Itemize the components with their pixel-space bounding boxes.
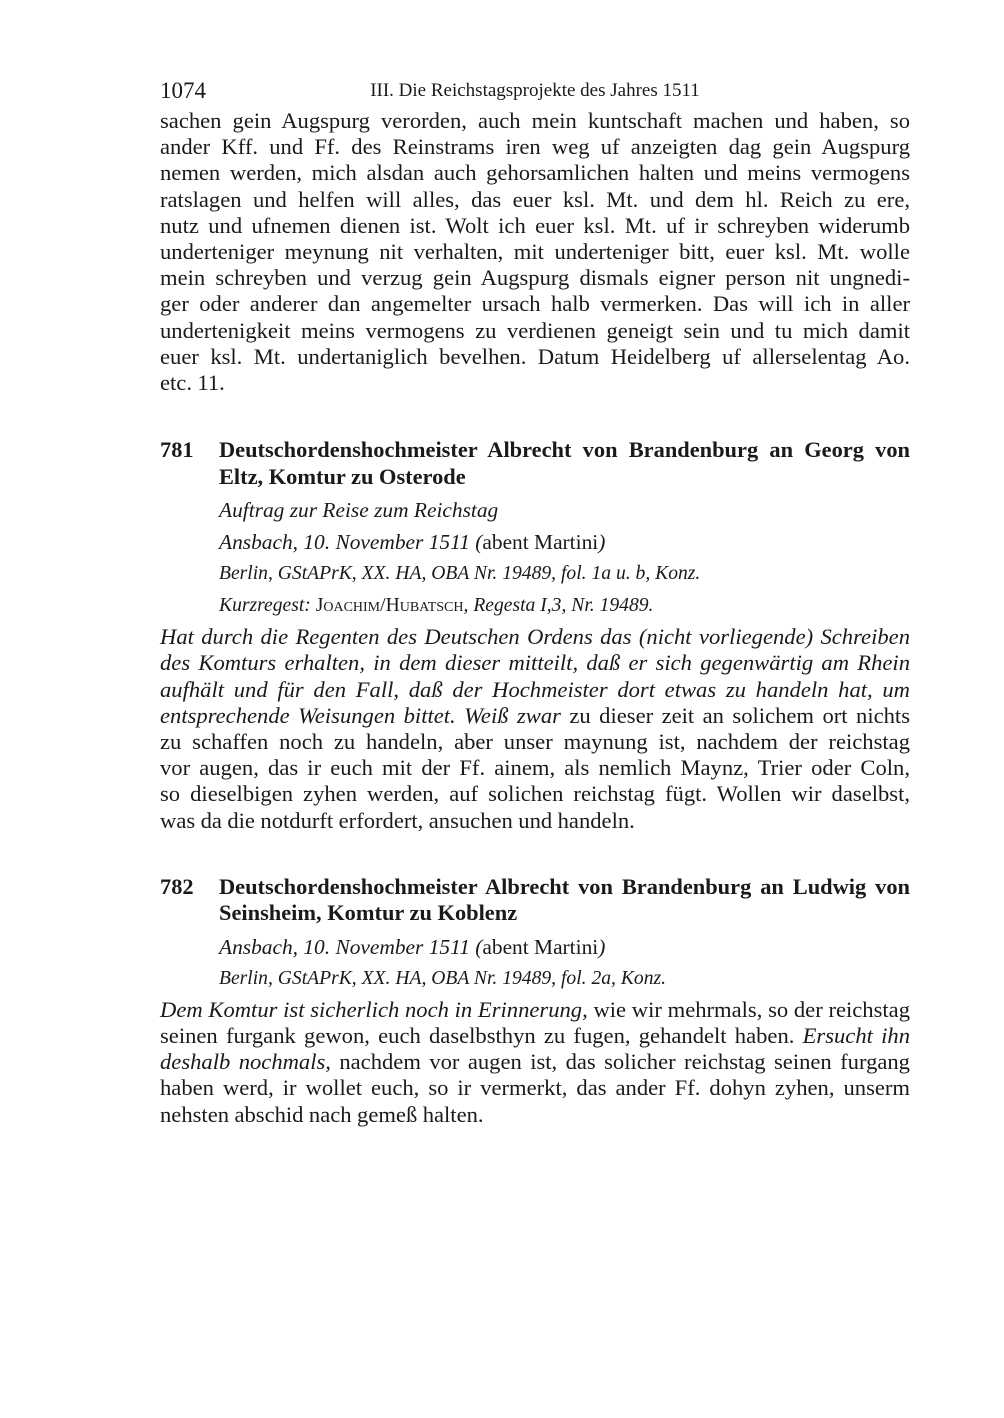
date-feast: abent Martini	[482, 934, 599, 959]
text-line: nehsten abschid nach gemeß halten.	[160, 1101, 484, 1127]
entry-number: 782	[160, 873, 194, 899]
text-line: ratslagen und helfen will alles, das euer ksl. Mt. und dem hl. Reich zu ere,	[160, 186, 910, 212]
text-line	[160, 997, 910, 1023]
entry-source: Berlin, GStAPrK, XX. HA, OBA Nr. 19489, fol. 1a u. b, Konz.	[219, 563, 701, 585]
date-close: )	[598, 934, 606, 959]
text-line: nutz und ufnemen dienen ist. Wolt ich euer ksl. Mt. uf ir schreyben widerumb	[160, 212, 910, 238]
text-line: mein schreyben und verzug gein Augspurg dismals eigner person nit ungnedi-	[160, 265, 910, 291]
running-title: III. Die Reichstagsprojekte des Jahres 1511	[370, 80, 700, 101]
text-line: zu schaffen noch zu handeln, aber unser maynung ist, nachdem der reichstag	[160, 729, 910, 755]
page-number: 1074	[160, 78, 206, 103]
entry-title-line: Seinsheim, Komtur zu Koblenz	[219, 900, 518, 926]
date-place: Ansbach, 10. November 1511 (	[219, 934, 483, 959]
date-close: )	[598, 530, 606, 555]
text-line: sachen gein Augspurg verorden, auch mein kuntschaft machen und haben, so	[160, 108, 910, 133]
running-head	[160, 76, 910, 106]
text-line: haben werd, ir wollet euch, so ir vermerkt, das ander Ff. dohyn zyhen, unserm	[160, 1075, 910, 1101]
text-roman: wie wir mehrmals, so der reichstag	[587, 996, 910, 1022]
text-line: underteniger meynung nit verhalten, mit underteniger bitt, euer ksl. Mt. wolle	[160, 239, 910, 265]
date-feast: abent Martini	[482, 530, 599, 555]
regest-reference: , Regesta I,3, Nr. 19489.	[463, 595, 654, 617]
document-entry-781	[160, 437, 910, 834]
text-italic: Ersucht ihn	[802, 1023, 911, 1049]
entry-date	[160, 526, 910, 558]
text-italic: Dem Komtur ist sicherlich noch in Erinnerung,	[160, 996, 588, 1022]
text-line: etc. 11.	[160, 370, 225, 396]
text-italic: deshalb nochmals,	[160, 1049, 331, 1075]
entry-date	[160, 931, 910, 963]
regest-authors: Joachim/Hubatsch	[315, 595, 464, 617]
page	[160, 76, 910, 1128]
entry-heading	[160, 874, 910, 927]
entry-title-line: Deutschordenshochmeister Albrecht von Brandenburg an Ludwig von	[219, 873, 910, 899]
text-line: des Komturs erhalten, in dem dieser mitteilt, daß er sich gegenwärtig am Rhein	[160, 650, 910, 676]
text-line	[160, 1049, 910, 1075]
text-line: vor augen, das ir euch mit der Ff. ainem, als nemlich Maynz, Trier oder Coln,	[160, 755, 910, 781]
entry-body	[160, 624, 910, 834]
text-italic: entsprechende Weisungen bittet. Weiß zwar	[160, 702, 561, 728]
entry-regest	[160, 590, 910, 622]
entry-heading	[160, 437, 910, 490]
text-roman: nachdem vor augen ist, das solicher reichstag seinen furgang	[330, 1049, 910, 1075]
text-line: Hat durch die Regenten des Deutschen Ordens das (nicht vorliegende) Schreiben	[160, 624, 910, 650]
text-line: was da die notdurft erfordert, ansuchen und handeln.	[160, 807, 635, 833]
text-line: aufhält und für den Fall, daß der Hochmeister dort etwas zu handeln hat, um	[160, 676, 910, 702]
entry-title-line: Deutschordenshochmeister Albrecht von Brandenburg an Georg von	[219, 437, 910, 463]
entry-number: 781	[160, 437, 194, 463]
entry-title-line: Eltz, Komtur zu Osterode	[219, 463, 466, 489]
document-entry-782	[160, 874, 910, 1128]
text-roman: zu dieser zeit an solichem ort nichts	[560, 702, 910, 728]
text-line	[160, 1023, 910, 1049]
entry-source: Berlin, GStAPrK, XX. HA, OBA Nr. 19489, fol. 2a, Konz.	[219, 967, 667, 989]
text-line: ger oder anderer dan angemelter ursach halb vermerken. Das will ich in aller	[160, 291, 910, 317]
text-line: nemen werden, mich alsdan auch gehorsamlichen halten und meins vermogens	[160, 160, 910, 186]
text-roman: seinen furgank gewon, euch daselbsthyn zu fugen, gehandelt haben.	[160, 1023, 803, 1049]
text-line: euer ksl. Mt. undertaniglich bevelhen. Datum Heidelberg uf allerselentag Ao.	[160, 343, 910, 369]
text-line: ander Kff. und Ff. des Reinstrams iren weg uf anzeigten dag gein Augspurg	[160, 134, 910, 160]
continuation-paragraph	[160, 108, 910, 396]
regest-label: Kurzregest:	[219, 595, 311, 617]
entry-subject: Auftrag zur Reise zum Reichstag	[219, 498, 499, 523]
date-place: Ansbach, 10. November 1511 (	[219, 530, 483, 555]
text-line	[160, 703, 910, 729]
text-line: so dieselbigen zyhen werden, auf solichen reichstag fügt. Wollen wir daselbst,	[160, 781, 910, 807]
entry-body	[160, 997, 910, 1128]
text-line: undertenigkeit meins vermogens zu verdienen geneigt sein und tu mich damit	[160, 317, 910, 343]
